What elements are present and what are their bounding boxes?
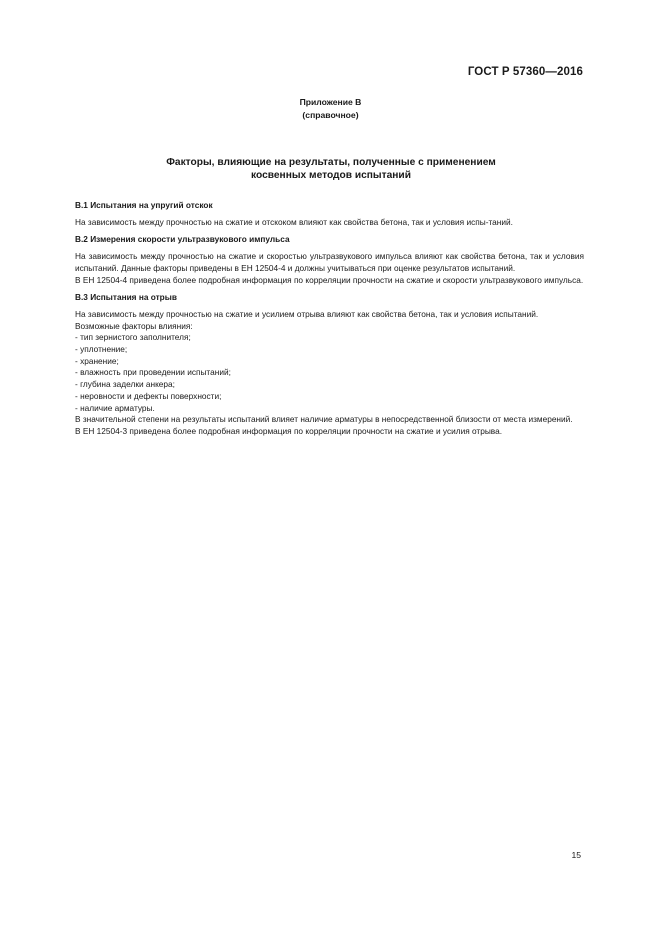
paragraph: На зависимость между прочностью на сжатие и усилием отрыва влияют как свойства бетона, так и условия испытаний.	[75, 308, 539, 319]
section-heading: В.1 Испытания на упругий отскок	[75, 200, 213, 210]
title-line-1: Факторы, влияющие на результаты, полученные с применением	[166, 157, 496, 168]
list-item: - наличие арматуры.	[75, 402, 155, 413]
paragraph: На зависимость между прочностью на сжатие и скоростью ультразвукового импульса влияют как свойства бетона, так и условия испытаний. Данные факторы приведены в ЕН 12504-4 и должны учитываться при оценке результатов испытаний.	[75, 251, 584, 273]
list-item: - глубина заделки анкера;	[75, 379, 175, 390]
list-intro: Возможные факторы влияния:	[75, 320, 193, 331]
section-b2	[75, 234, 584, 286]
list-item: - неровности и дефекты поверхности;	[75, 390, 222, 401]
page-number: 15	[571, 850, 581, 860]
list-item: - хранение;	[75, 355, 119, 366]
list-item: - тип зернистого заполнителя;	[75, 332, 191, 343]
document-code: ГОСТ Р 57360—2016	[467, 66, 583, 78]
section-heading: В.3 Испытания на отрыв	[75, 292, 177, 303]
list-item: - влажность при проведении испытаний;	[75, 367, 231, 378]
title-line-2: косвенных методов испытаний	[251, 170, 411, 181]
appendix-heading	[0, 96, 661, 122]
paragraph: В значительной степени на результаты испытаний влияет наличие арматуры в непосредственной близости от места измерений.	[75, 414, 573, 425]
appendix-label: Приложение В	[299, 97, 362, 107]
paragraph: На зависимость между прочностью на сжатие и отскоком влияют как свойства бетона, так и условия испы-таний.	[75, 216, 513, 227]
paragraph: В ЕН 12504-3 приведена более подробная информация по корреляции прочности на сжатие и усилия отрыва.	[75, 425, 503, 436]
appendix-title	[100, 156, 562, 182]
section-heading: В.2 Измерения скорости ультразвукового импульса	[75, 234, 290, 245]
list-item: - уплотнение;	[75, 344, 128, 355]
section-b1	[75, 200, 584, 228]
paragraph: В ЕН 12504-4 приведена более подробная информация по корреляции прочности на сжатие и скорости ультразвукового импульса.	[75, 274, 584, 285]
section-b3	[75, 292, 584, 437]
document-body	[75, 200, 584, 438]
appendix-type: (справочное)	[302, 110, 359, 120]
